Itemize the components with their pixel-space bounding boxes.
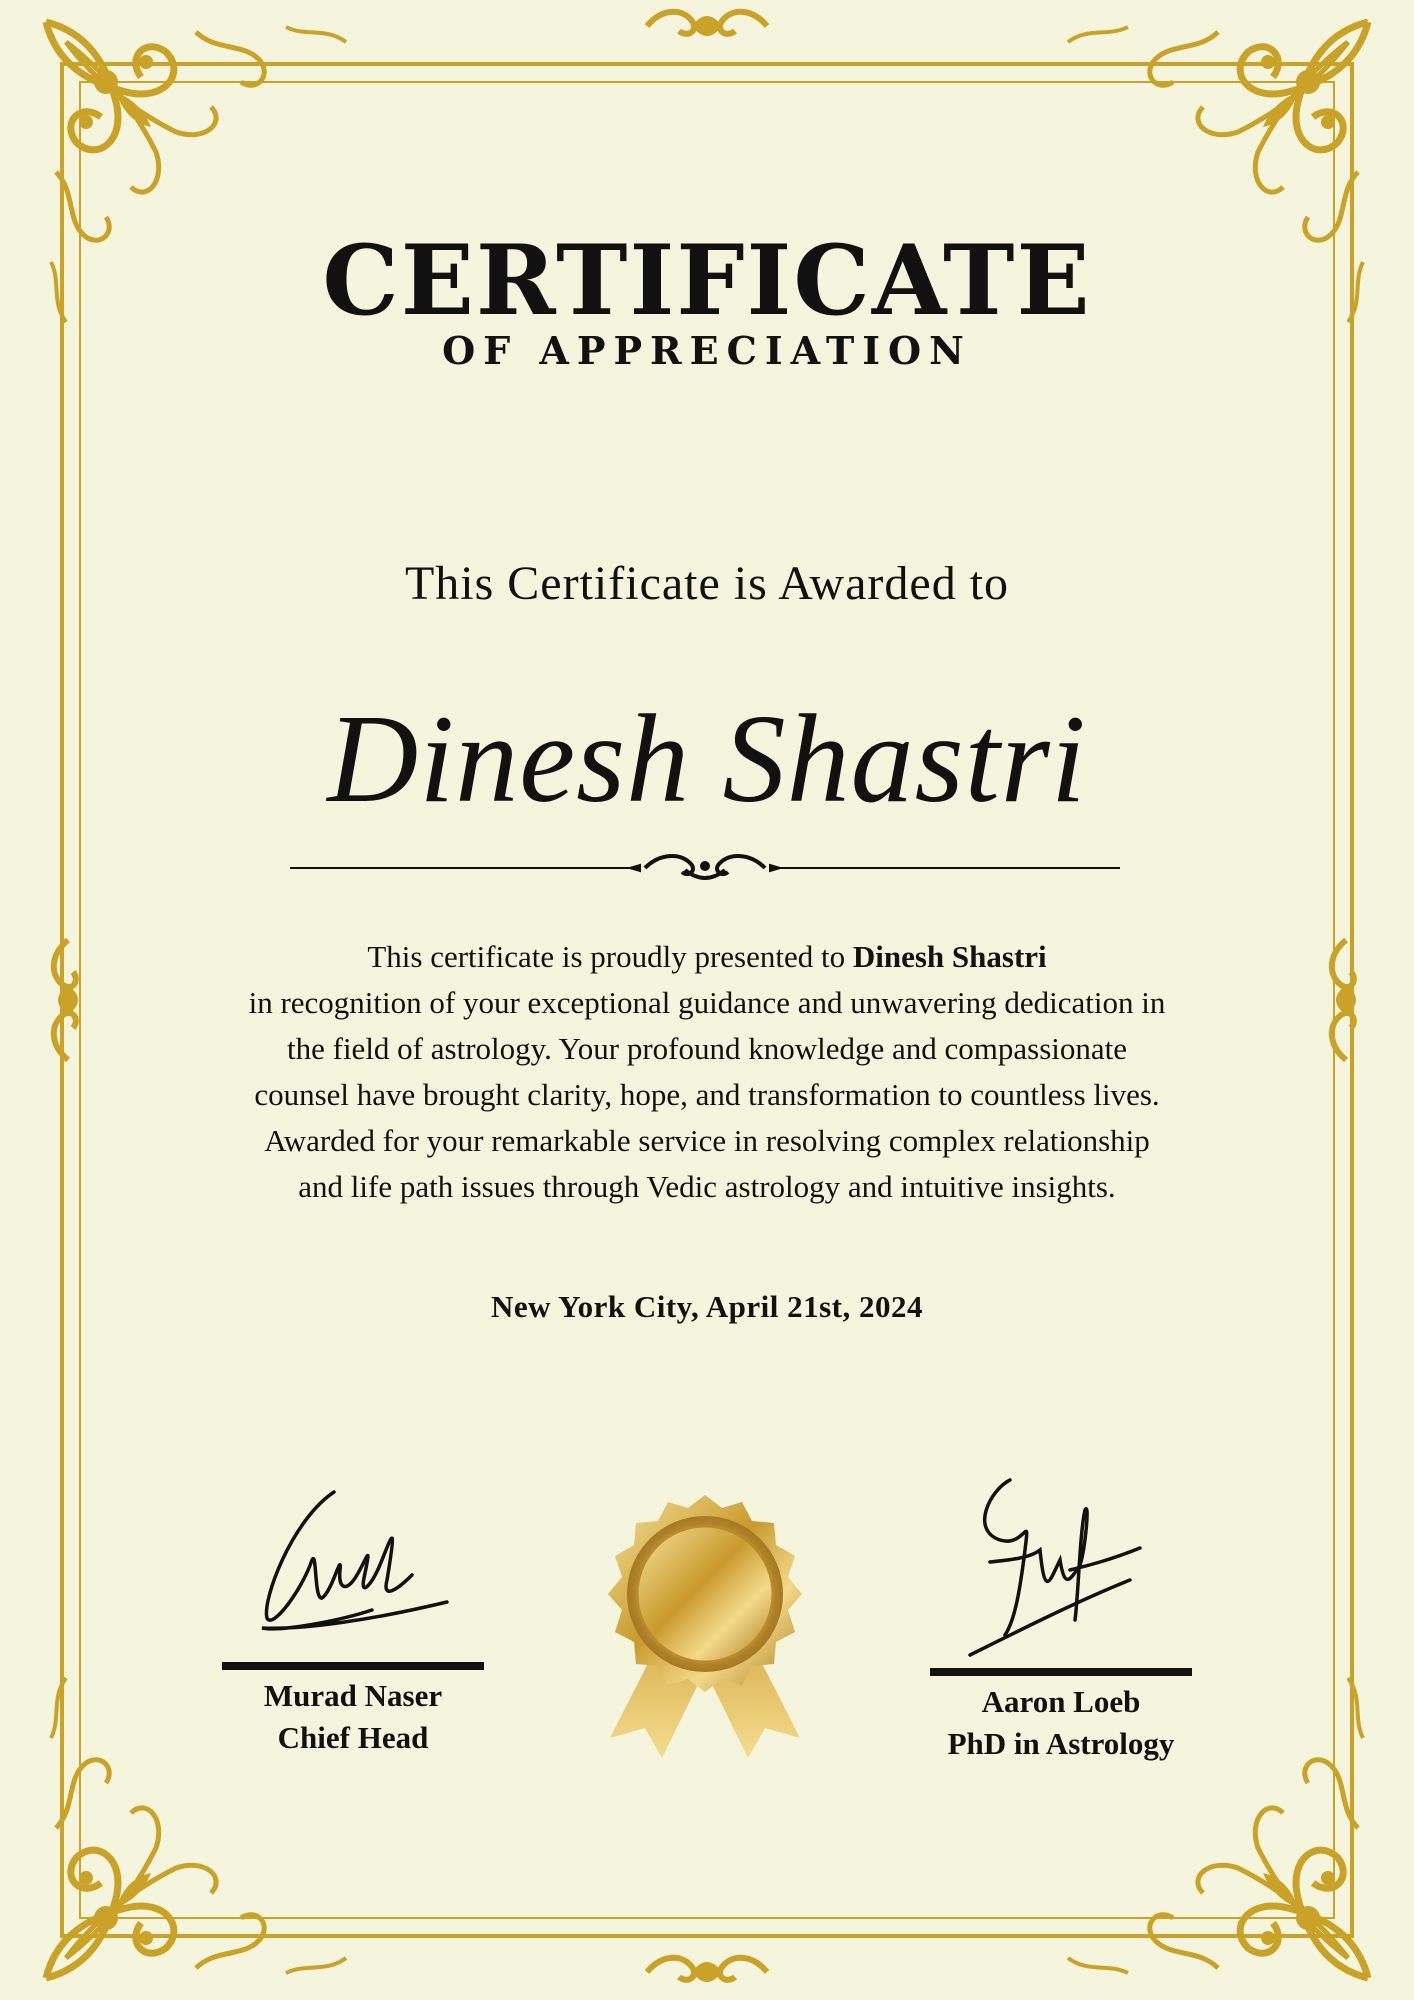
signatory-role-right: PhD in Astrology xyxy=(947,1726,1175,1761)
body-line: and life path issues through Vedic astrology and intuitive insights. xyxy=(298,1169,1116,1204)
signatory-left xyxy=(222,1480,484,1755)
signatory-right xyxy=(930,1470,1192,1760)
body-line: the field of astrology. Your profound knowledge and compassionate xyxy=(287,1031,1127,1066)
signatory-name-right: Aaron Loeb xyxy=(981,1684,1141,1719)
signatory-name-left: Murad Naser xyxy=(263,1678,443,1713)
signature-left xyxy=(222,1480,484,1660)
body-line: in recognition of your exceptional guidance and unwavering dedication in xyxy=(248,985,1166,1020)
recipient-name: Dinesh Shastri xyxy=(327,690,1087,829)
signature-right xyxy=(930,1470,1192,1666)
body-line: Awarded for your remarkable service in resolving complex relationship xyxy=(264,1123,1150,1158)
certificate-title: CERTIFICATE xyxy=(322,224,1092,337)
gold-award-seal-icon xyxy=(590,1490,820,1760)
place-and-date: New York City, April 21st, 2024 xyxy=(491,1289,923,1324)
signature-line-left xyxy=(222,1662,484,1670)
body-recipient-name: Dinesh Shastri xyxy=(852,939,1047,974)
body-line: counsel have brought clarity, hope, and transformation to countless lives. xyxy=(254,1077,1160,1112)
signatory-role-left: Chief Head xyxy=(277,1720,429,1755)
ornamental-divider xyxy=(290,848,1120,888)
certificate-body xyxy=(100,934,1314,1210)
awarded-line: This Certificate is Awarded to xyxy=(404,557,1010,610)
body-intro: This certificate is proudly presented to Dinesh Shastri xyxy=(367,939,1047,974)
signature-line-right xyxy=(930,1668,1192,1676)
certificate-subtitle: OF APPRECIATION xyxy=(442,328,972,373)
